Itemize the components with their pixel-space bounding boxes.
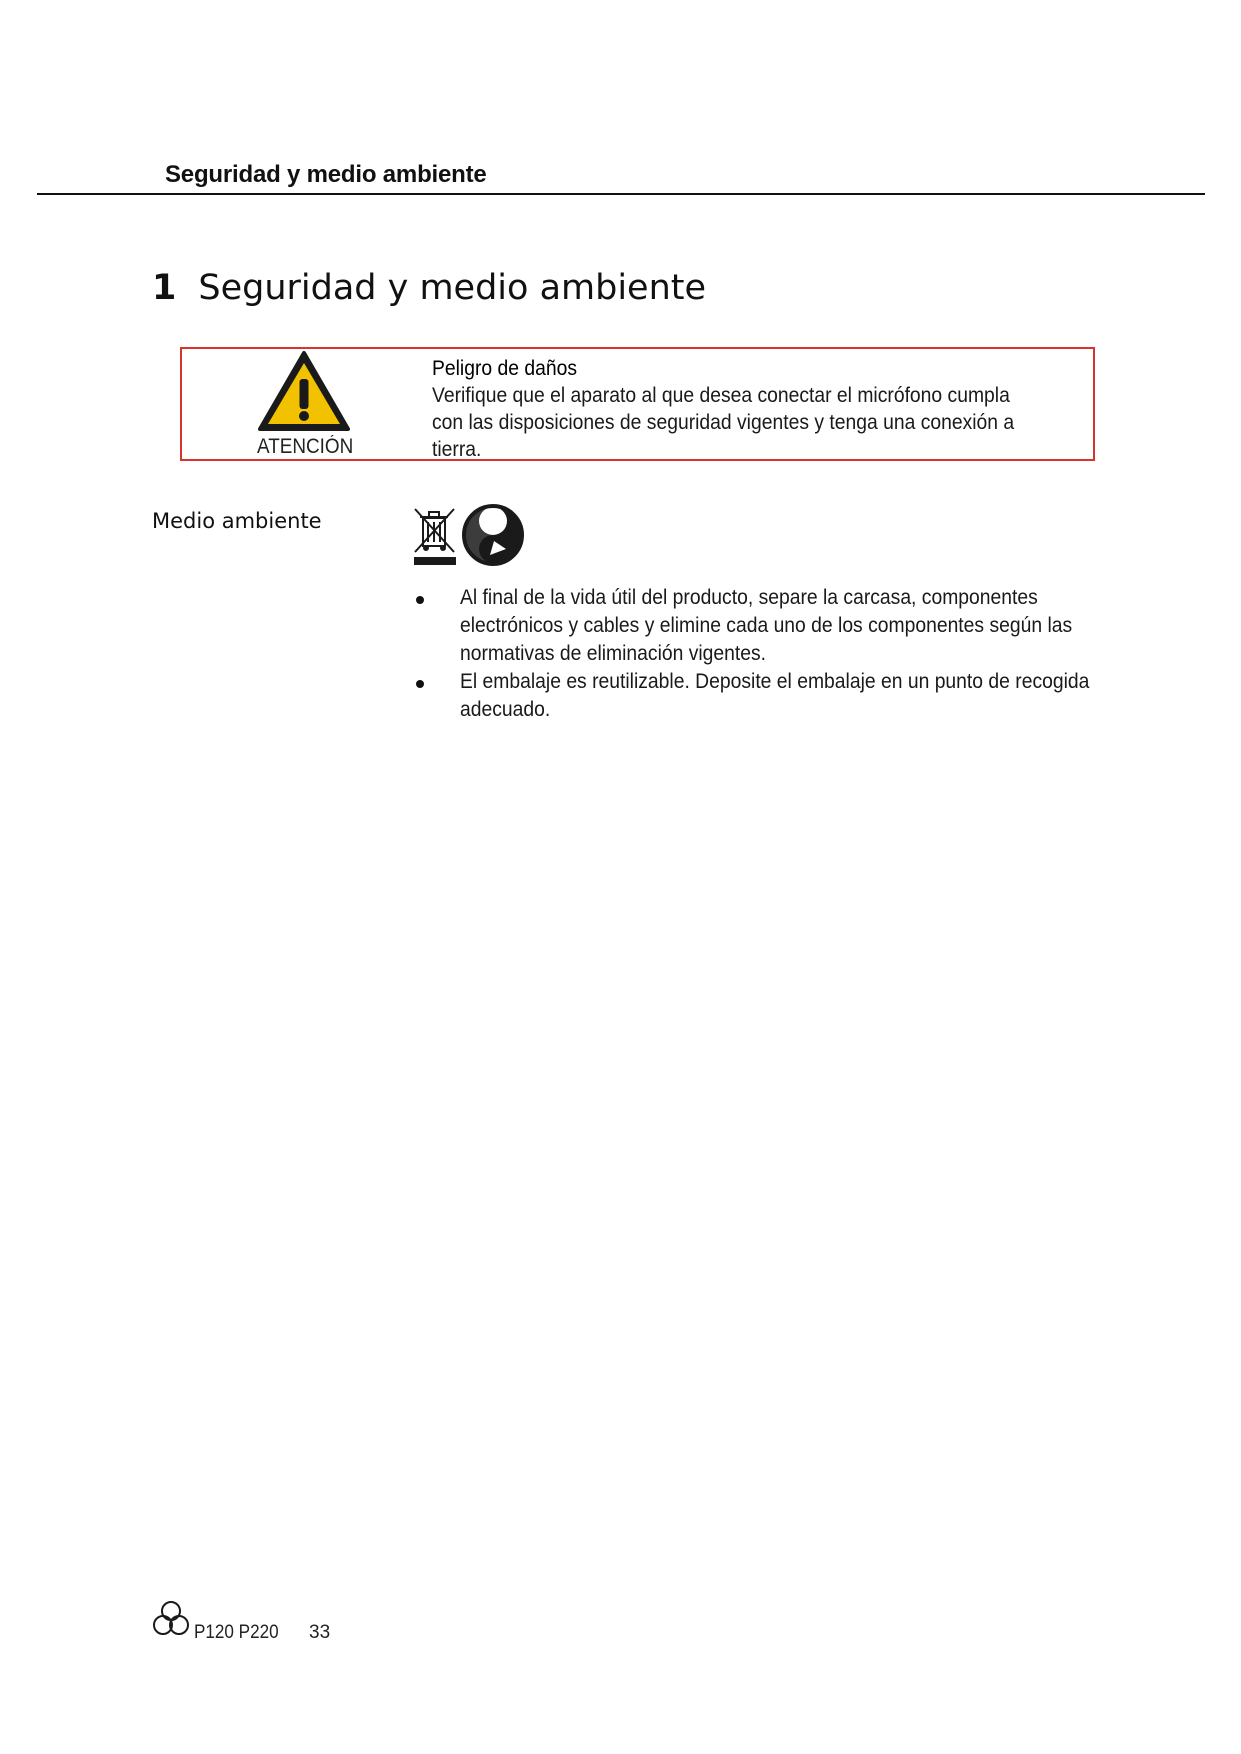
- warning-caption: ATENCIÓN: [257, 435, 354, 458]
- chapter-number: 1: [152, 268, 177, 308]
- bullet-dot-icon: [416, 680, 424, 688]
- bullet-dot-icon: [416, 596, 424, 604]
- warning-text: [432, 355, 1039, 463]
- chapter-title: Seguridad y medio ambiente: [198, 268, 707, 308]
- warning-body: Verifique que el aparato al que desea conectar el micrófono cumpla con las disposiciones de seguridad vigentes y tenga una conexión a tierra.: [432, 384, 1015, 461]
- header-rule: [37, 193, 1205, 195]
- page-number: 33: [309, 1622, 331, 1643]
- warning-box: [180, 347, 1095, 461]
- footer-model: P120 P220: [194, 1622, 279, 1643]
- warning-triangle-icon: [256, 349, 352, 433]
- green-dot-recycle-icon: [462, 503, 524, 567]
- environment-bullet-list: [412, 584, 1112, 724]
- list-item: [412, 584, 1112, 668]
- crossed-bin-icon: [412, 506, 458, 568]
- chapter-heading: [152, 268, 706, 308]
- warning-title: Peligro de daños: [432, 357, 578, 380]
- running-header-title: Seguridad y medio ambiente: [165, 161, 487, 188]
- list-item-text: El embalaje es reutilizable. Deposite el embalaje en un punto de recogida adecuado.: [460, 670, 1090, 721]
- brand-logo-icon: [152, 1600, 190, 1640]
- list-item: [412, 668, 1112, 724]
- environment-label: Medio ambiente: [152, 509, 322, 533]
- list-item-text: Al final de la vida útil del producto, separe la carcasa, componentes electrónicos y cables y elimine cada uno de los componentes según las normativas de eliminación vigentes.: [460, 586, 1073, 665]
